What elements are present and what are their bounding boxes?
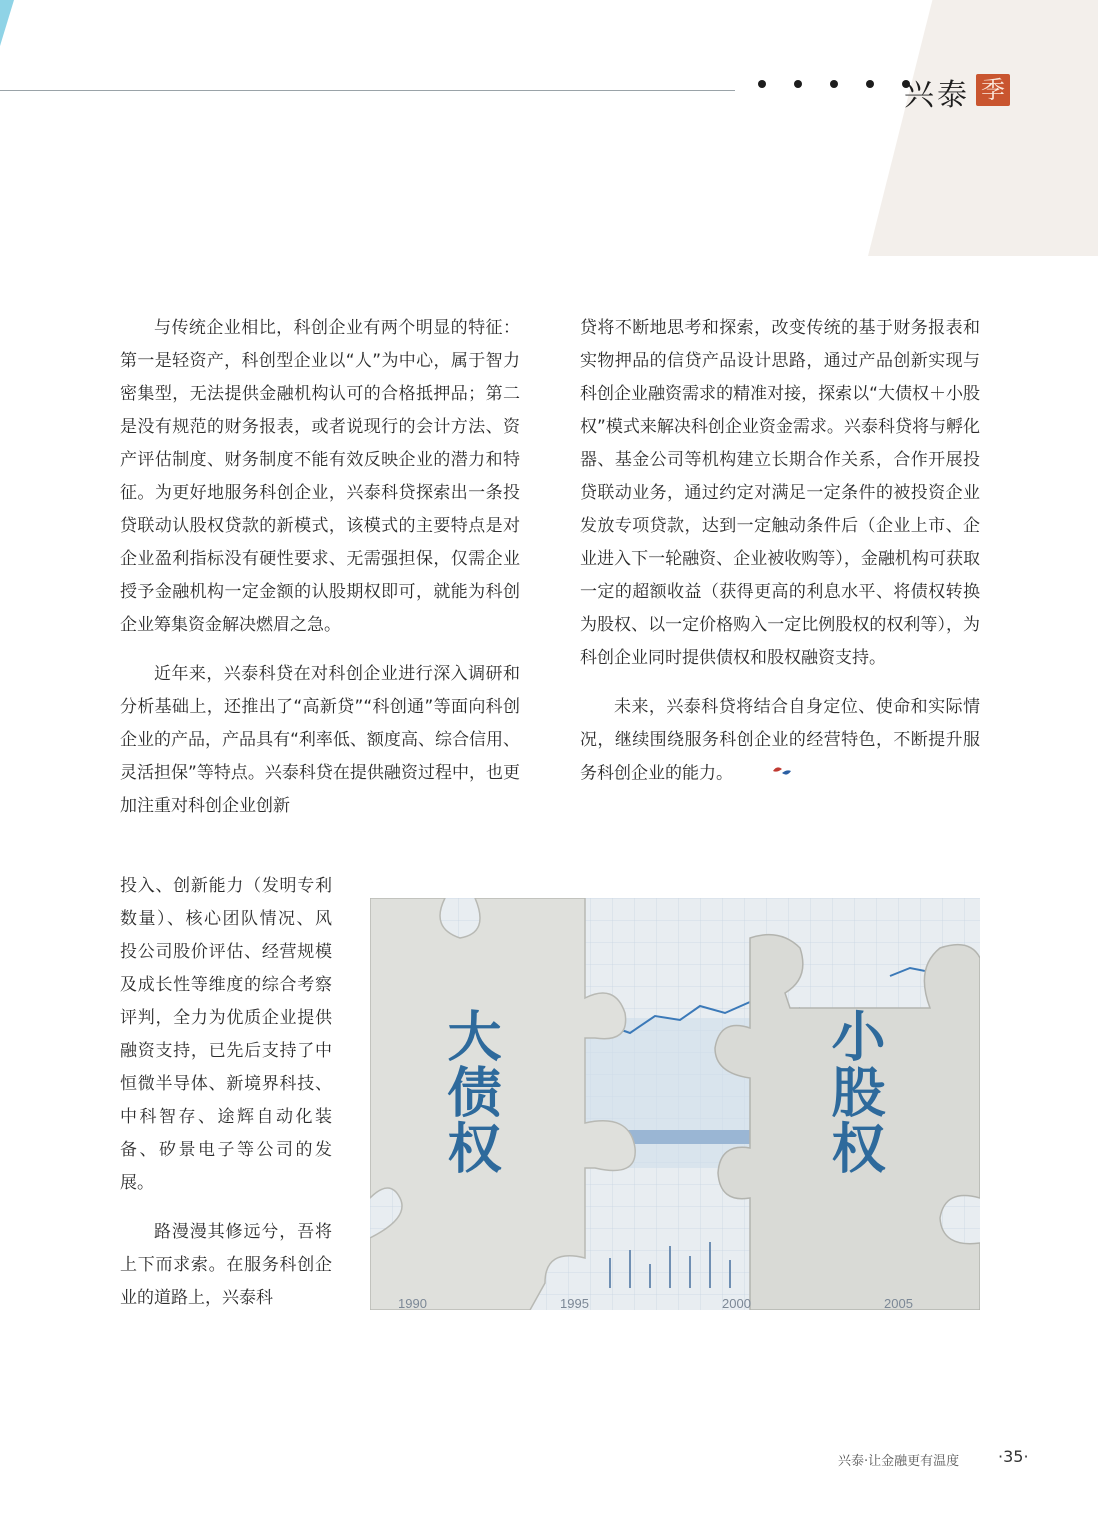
puzzle-photo [370, 898, 980, 1310]
header-rule [0, 90, 735, 91]
article-closing-text: 未来，兴泰科贷将结合自身定位、使命和实际情况，继续围绕服务科创企业的经营特色，不断提升服务科创企业的能力。 [580, 697, 980, 784]
decorative-band [868, 0, 1098, 256]
corner-accent [0, 0, 14, 46]
article-paragraph: 投入、创新能力（发明专利数量）、核心团队情况、风投公司股价评估、经营规模及成长性等维度的综合考察评判，全力为优质企业提供融资支持，已先后支持了中恒微半导体、新境界科技、中科智存、途辉自动化装备、矽景电子等公司的发展。 [120, 876, 332, 1193]
article-paragraph: 贷将不断地思考和探索，改变传统的基于财务报表和实物押品的信贷产品设计思路，通过产品创新实现与科创企业融资需求的精准对接，探索以“大债权＋小股权”模式来解决科创企业资金需求。兴泰科贷将与孵化器、基金公司等机构建立长期合作关系，合作开展投贷联动业务，通过约定对满足一定条件的被投资企业发放专项贷款，达到一定触动条件后（企业上市、企业进入下一轮融资、企业被收购等），金融机构可获取一定的超额收益（获得更高的利息水平、将债权转换为股权、以一定价格购入一定比例股权的权利等），为科创企业同时提供债权和股权融资支持。 [580, 318, 980, 668]
article-left-column [120, 312, 520, 823]
axis-year-label: 2005 [884, 1296, 913, 1310]
right-piece-label: 小股权 [823, 1008, 886, 1176]
header-dot [866, 80, 874, 88]
header-dot [830, 80, 838, 88]
season-seal: 季 [976, 74, 1010, 106]
axis-year-label: 1990 [398, 1296, 427, 1310]
article-paragraph: 与传统企业相比，科创企业有两个明显的特征：第一是轻资产，科创型企业以“人”为中心，属于智力密集型，无法提供金融机构认可的合格抵押品；第二是没有规范的财务报表，或者说现行的会计方法、资产评估制度、财务制度不能有效反映企业的潜力和特征。为更好地服务科创企业，兴泰科贷探索出一条投贷联动认股权贷款的新模式，该模式的主要特点是对企业盈利指标没有硬性要求、无需强担保，仅需企业授予金融机构一定金额的认股期权即可，就能为科创企业筹集资金解决燃眉之急。 [120, 318, 520, 635]
axis-year-label: 1995 [560, 1296, 589, 1310]
article-narrow-column [120, 870, 332, 1315]
footer-tagline: 兴泰·让金融更有温度 [838, 1454, 960, 1469]
article-paragraph: 路漫漫其修远兮，吾将上下而求索。在服务科创企业的道路上，兴泰科 [120, 1222, 332, 1308]
magazine-brand: 兴泰 [904, 78, 970, 113]
article-right-column [580, 312, 980, 791]
header-dots [758, 80, 910, 88]
article-paragraph [580, 691, 980, 791]
end-mark-icon [737, 757, 793, 790]
article-paragraph: 近年来，兴泰科贷在对科创企业进行深入调研和分析基础上，还推出了“高新贷”“科创通”等面向科创企业的产品，产品具有“利率低、额度高、综合信用、灵活担保”等特点。兴泰科贷在提供融资过程中，也更加注重对科创企业创新 [120, 664, 520, 816]
left-piece-label: 大债权 [439, 1008, 502, 1176]
header-dot [758, 80, 766, 88]
page-number: ·35· [998, 1447, 1029, 1466]
header-dot [794, 80, 802, 88]
axis-year-label: 2000 [722, 1296, 751, 1310]
